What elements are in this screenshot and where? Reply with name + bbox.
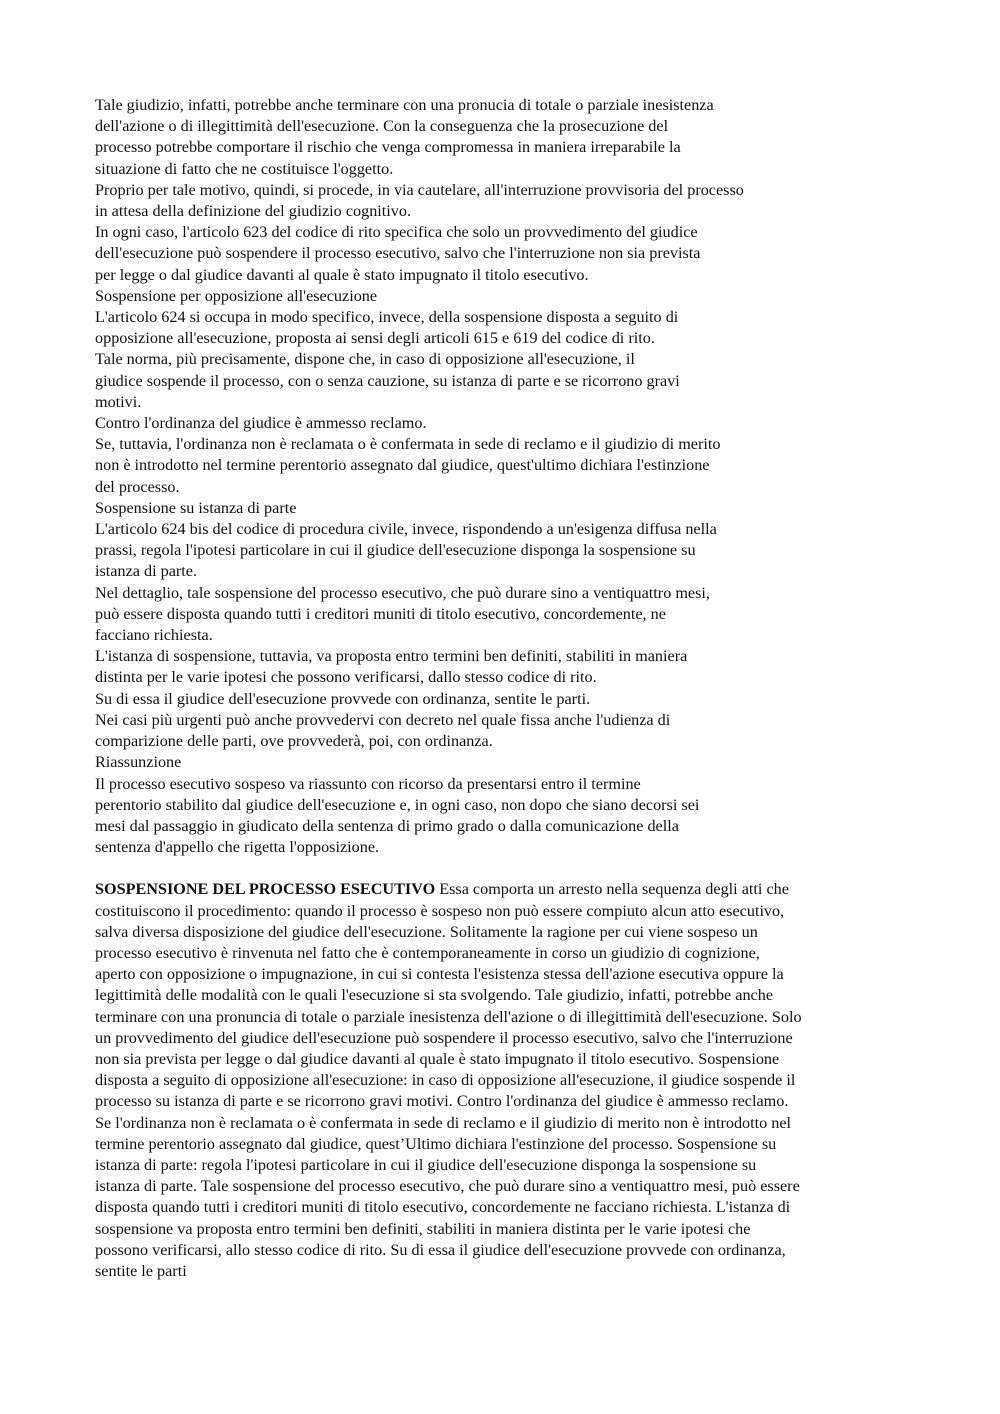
summary-line: disposta a seguito di opposizione all'esecuzione: in caso di opposizione all'esecuzione, il giudice sospende il	[95, 1071, 796, 1090]
text-line: Riassunzione	[95, 753, 182, 772]
text-line: mesi dal passaggio in giudicato della sentenza di primo grado o dalla comunicazione della	[95, 816, 679, 835]
text-line: Sospensione per opposizione all'esecuzione	[95, 286, 378, 305]
text-line: distinta per le varie ipotesi che possono verificarsi, dallo stesso codice di rito.	[95, 668, 597, 687]
summary-text	[95, 901, 925, 1283]
text-line: del processo.	[95, 477, 180, 496]
summary-line: terminare con una pronuncia di totale o parziale inesistenza dell'azione o di illegittimità dell'esecuzione. Solo	[95, 1007, 802, 1026]
summary-line: salva diversa disposizione del giudice dell'esecuzione. Solitamente la ragione per cui viene sospeso un	[95, 922, 758, 941]
text-line: Contro l'ordinanza del giudice è ammesso reclamo.	[95, 414, 427, 433]
summary-line: termine perentorio assegnato dal giudice, quest’Ultimo dichiara l'estinzione del processo. Sospensione su	[95, 1134, 777, 1153]
summary-line: disposta quando tutti i creditori muniti di titolo esecutivo, concordemente ne facciano richiesta. L'istanza di	[95, 1198, 791, 1217]
text-line: per legge o dal giudice davanti al quale è stato impugnato il titolo esecutivo.	[95, 265, 589, 284]
summary-first-line	[95, 879, 925, 900]
text-line: può essere disposta quando tutti i creditori muniti di titolo esecutivo, concordemente, ne	[95, 604, 666, 623]
summary-line: processo su istanza di parte e se ricorrono gravi motivi. Contro l'ordinanza del giudice è ammesso reclamo.	[95, 1092, 789, 1111]
summary-line: non sia prevista per legge o dal giudice davanti al quale è stato impugnato il titolo esecutivo. Sospensione	[95, 1049, 780, 1068]
text-line: in attesa della definizione del giudizio cognitivo.	[95, 202, 412, 221]
text-line: L'articolo 624 si occupa in modo specifico, invece, della sospensione disposta a seguito di	[95, 308, 679, 327]
text-line: Tale giudizio, infatti, potrebbe anche terminare con una pronucia di totale o parziale inesistenza	[95, 96, 714, 114]
summary-line: istanza di parte. Tale sospensione del processo esecutivo, che può durare sino a ventiquattro mesi, può essere	[95, 1177, 800, 1196]
text-line: prassi, regola l'ipotesi particolare in cui il giudice dell'esecuzione disponga la sospensione su	[95, 541, 696, 560]
text-line: opposizione all'esecuzione, proposta ai sensi degli articoli 615 e 619 del codice di rito.	[95, 329, 655, 348]
text-line: Il processo esecutivo sospeso va riassunto con ricorso da presentarsi entro il termine	[95, 774, 641, 793]
text-line: dell'azione o di illegittimità dell'esecuzione. Con la conseguenza che la prosecuzione del	[95, 117, 669, 136]
text-line: Sospensione su istanza di parte	[95, 498, 297, 517]
text-line: L'articolo 624 bis del codice di procedura civile, invece, rispondendo a un'esigenza diffusa nella	[95, 520, 717, 539]
text-line: Nei casi più urgenti può anche provvedervi con decreto nel quale fissa anche l'udienza di	[95, 710, 671, 729]
text-line: Se, tuttavia, l'ordinanza non è reclamata o è confermata in sede di reclamo e il giudizio di merito	[95, 435, 721, 454]
summary-line: un provvedimento del giudice dell'esecuzione può sospendere il processo esecutivo, salvo che l'interruzione	[95, 1028, 793, 1047]
summary-line: sospensione va proposta entro termini ben definiti, stabiliti in maniera distinta per le varie ipotesi che	[95, 1219, 751, 1238]
summary-paragraph	[95, 879, 925, 1282]
text-line: Su di essa il giudice dell'esecuzione provvede con ordinanza, sentite le parti.	[95, 689, 591, 708]
text-line: comparizione delle parti, ove provvederà, poi, con ordinanza.	[95, 732, 493, 751]
text-line: non è introdotto nel termine perentorio assegnato dal giudice, quest'ultimo dichiara l'estinzione	[95, 456, 710, 475]
summary-line: processo esecutivo è rinvenuta nel fatto che è contemporaneamente in corso un giudizio di cognizione,	[95, 943, 760, 962]
text-line: perentorio stabilito dal giudice dell'esecuzione e, in ogni caso, non dopo che siano decorsi sei	[95, 795, 700, 814]
paragraph-gap	[95, 858, 925, 879]
text-line: situazione di fatto che ne costituisce l'oggetto.	[95, 159, 394, 178]
summary-line: aperto con opposizione o impugnazione, in cui si contesta l'esistenza stessa dell'azione esecutiva oppure la	[95, 965, 784, 984]
text-line: Proprio per tale motivo, quindi, si procede, in via cautelare, all'interruzione provvisoria del processo	[95, 180, 744, 199]
text-line: giudice sospende il processo, con o senza cauzione, su istanza di parte e se ricorrono gravi	[95, 371, 680, 390]
text-line: Tale norma, più precisamente, dispone che, in caso di opposizione all'esecuzione, il	[95, 350, 635, 369]
summary-line: legittimità delle modalità con le quali l'esecuzione si sta svolgendo. Tale giudizio, infatti, potrebbe anche	[95, 986, 774, 1005]
summary-first-line-text: Essa comporta un arresto nella sequenza degli atti che	[435, 880, 789, 899]
summary-line: Se l'ordinanza non è reclamata o è confermata in sede di reclamo e il giudizio di merito non è introdotto nel	[95, 1113, 792, 1132]
summary-line: possono verificarsi, allo stesso codice di rito. Su di essa il giudice dell'esecuzione provvede con ordinanza,	[95, 1240, 786, 1259]
text-line: sentenza d'appello che rigetta l'opposizione.	[95, 838, 380, 857]
text-line: motivi.	[95, 392, 142, 411]
summary-line: sentite le parti	[95, 1261, 187, 1280]
document-page	[95, 95, 925, 1282]
text-line: facciano richiesta.	[95, 626, 213, 645]
text-line: processo potrebbe comportare il rischio che venga compromessa in maniera irreparabile la	[95, 138, 681, 157]
text-line: Nel dettaglio, tale sospensione del processo esecutivo, che può durare sino a ventiquattro mesi,	[95, 583, 710, 602]
text-line: istanza di parte.	[95, 562, 198, 581]
text-line: In ogni caso, l'articolo 623 del codice di rito specifica che solo un provvedimento del giudice	[95, 223, 698, 242]
text-line: L'istanza di sospensione, tuttavia, va proposta entro termini ben definiti, stabiliti in maniera	[95, 647, 688, 666]
text-line: dell'esecuzione può sospendere il processo esecutivo, salvo che l'interruzione non sia prevista	[95, 244, 701, 263]
body-text	[95, 95, 925, 858]
summary-heading: SOSPENSIONE DEL PROCESSO ESECUTIVO	[95, 880, 436, 899]
summary-line: costituiscono il procedimento: quando il processo è sospeso non può essere compiuto alcun atto esecutivo,	[95, 901, 785, 920]
summary-line: istanza di parte: regola l'ipotesi particolare in cui il giudice dell'esecuzione disponga la sospensione su	[95, 1155, 757, 1174]
